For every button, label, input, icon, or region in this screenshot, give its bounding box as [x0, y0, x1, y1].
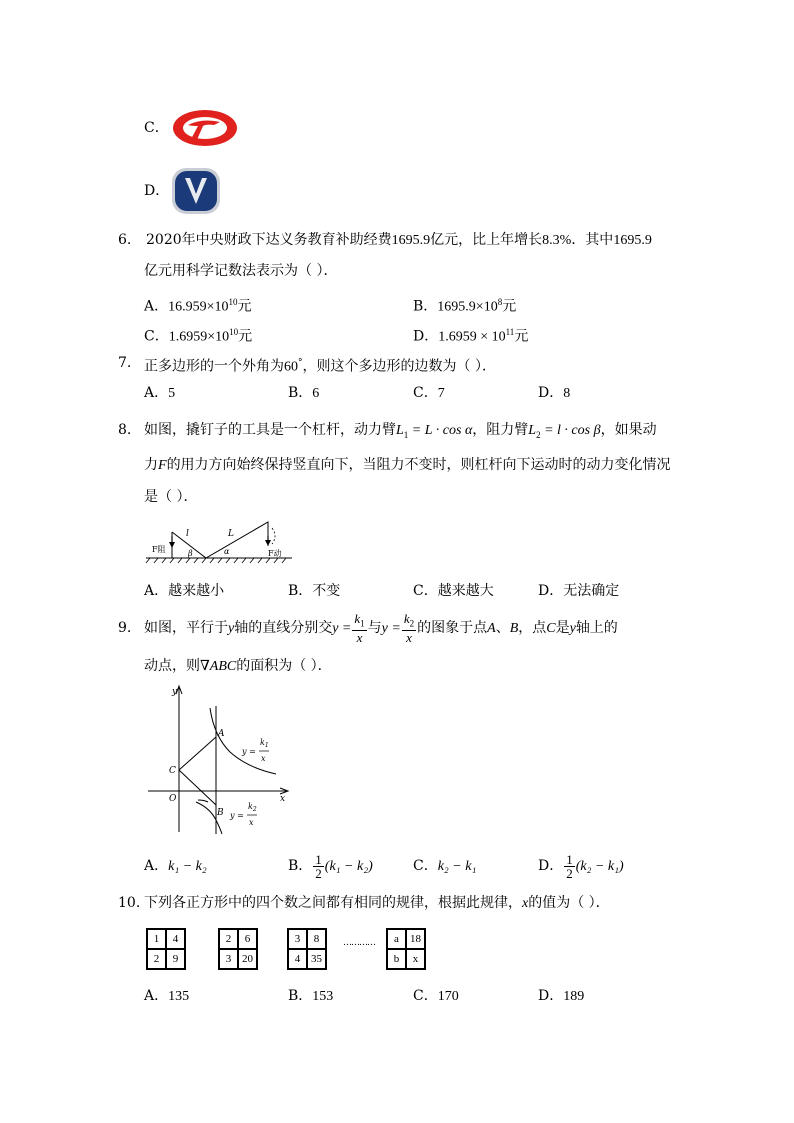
navy-shield-v-logo-icon [171, 167, 221, 215]
graph-eq1-k: $k_1$ [260, 738, 269, 749]
q9-graph [144, 684, 294, 836]
number-square-1: 1 4 2 9 [146, 928, 186, 970]
q6-option-b: B．$1695.9\times 10^8$元 [413, 297, 517, 315]
q6-option-c: C．$1.6959\times 10^{10}$元 [144, 327, 253, 345]
q7-option-c: C．7 [413, 385, 445, 401]
graph-label-c: C [169, 766, 176, 776]
q6-stem-line1: 2020年中央财政下达义务教育补助经费1695.9亿元，比上年增长8.3%．其中1695.9 [146, 232, 652, 248]
q8-stem-line2: 力F的用力方向始终保持竖直向下，当阻力不变时，则杠杆向下运动时的动力变化情况 [144, 457, 671, 473]
q7-stem: 正多边形的一个外角为60°，则这个多边形的边数为（ ）． [144, 358, 496, 375]
graph-eq1-lhs: y = [242, 747, 256, 756]
q8-stem-line3: 是（ ）． [144, 489, 198, 505]
graph-label-b: B [217, 808, 224, 818]
graph-label-x: x [280, 794, 286, 804]
q10-option-d: D．189 [538, 988, 585, 1004]
lever-label-L: L [228, 529, 234, 539]
q8-option-a: A．越来越小 [144, 583, 225, 599]
q9-option-c: C．k₂ − k₁ [413, 858, 477, 874]
lever-label-l: l [186, 529, 189, 539]
q8-option-b: B．不变 [288, 583, 341, 599]
q10-stem: 下列各正方形中的四个数之间都有相同的规律，根据此规律，x的值为（ ）． [144, 895, 610, 911]
q8-number: 8. [118, 422, 132, 438]
q10-option-c: C．170 [413, 988, 459, 1004]
q10-option-b: B．153 [288, 988, 334, 1004]
graph-eq1-x: x [261, 754, 266, 763]
q5-option-d-label: D． [144, 183, 170, 199]
q10-number: 10. [118, 895, 141, 911]
lever-label-f-resist: F阻 [152, 545, 166, 554]
q7-option-b: B．6 [288, 385, 320, 401]
q8-option-c: C．越来越大 [413, 583, 494, 599]
q7-number: 7. [118, 355, 132, 371]
lever-figure [144, 518, 294, 568]
q7-option-d: D．8 [538, 385, 571, 401]
lever-label-f-move: F动 [268, 549, 282, 558]
graph-eq2-x: x [249, 818, 254, 827]
graph-label-o: O [169, 794, 177, 804]
graph-label-y: y [172, 687, 178, 697]
q9-option-a: A．k₁ − k₂ [144, 858, 207, 874]
q6-option-a: A．$16.959\times 10^{10}$元 [144, 297, 252, 315]
number-square-4: a 18 b x [386, 928, 426, 970]
graph-label-a: A [218, 729, 225, 739]
q9-stem-line2: 动点，则∇ABC的面积为（ ）． [144, 658, 332, 674]
graph-eq2-k: $k_2$ [248, 802, 257, 813]
q10-option-a: A．135 [144, 988, 190, 1004]
graph-eq2-lhs: y = [230, 811, 244, 820]
q7-option-a: A．5 [144, 385, 176, 401]
q8-stem-line1: 如图，撬钉子的工具是一个杠杆，动力臂$L_1 = L \cdot \cos \alpha$，阻力臂$L_2 = l \cdot \cos \beta$，如果动 [144, 422, 657, 440]
q6-number: 6. [118, 232, 132, 248]
lever-label-alpha: α [224, 547, 230, 556]
q9-option-d: D． $\frac{1}{2}$ (k₂ − k₁) [538, 851, 624, 881]
q8-option-d: D．无法确定 [538, 583, 620, 599]
number-square-3: 3 8 4 35 [287, 928, 327, 970]
q9-number: 9. [118, 620, 132, 636]
lever-label-beta: β [188, 549, 193, 558]
red-oval-logo-icon [172, 108, 238, 148]
q9-option-b: B． $\frac{1}{2}$ (k₁ − k₂) [288, 851, 373, 881]
q6-stem-line2: 亿元用科学记数法表示为（ ）． [144, 263, 338, 279]
q9-stem-line1: 如图，平行于y轴的直线分别交y = $\frac{k_1}{x}$ 与y = $\frac{k_2}{x}$ 的图象于点A、B，点C是y轴上的 [144, 610, 618, 646]
number-square-2: 2 6 3 20 [218, 928, 258, 970]
sequence-dots: ………… [343, 938, 375, 948]
q6-option-d: D．$1.6959 \times 10^{11}$元 [413, 327, 529, 345]
q5-option-c-label: C． [144, 120, 169, 136]
